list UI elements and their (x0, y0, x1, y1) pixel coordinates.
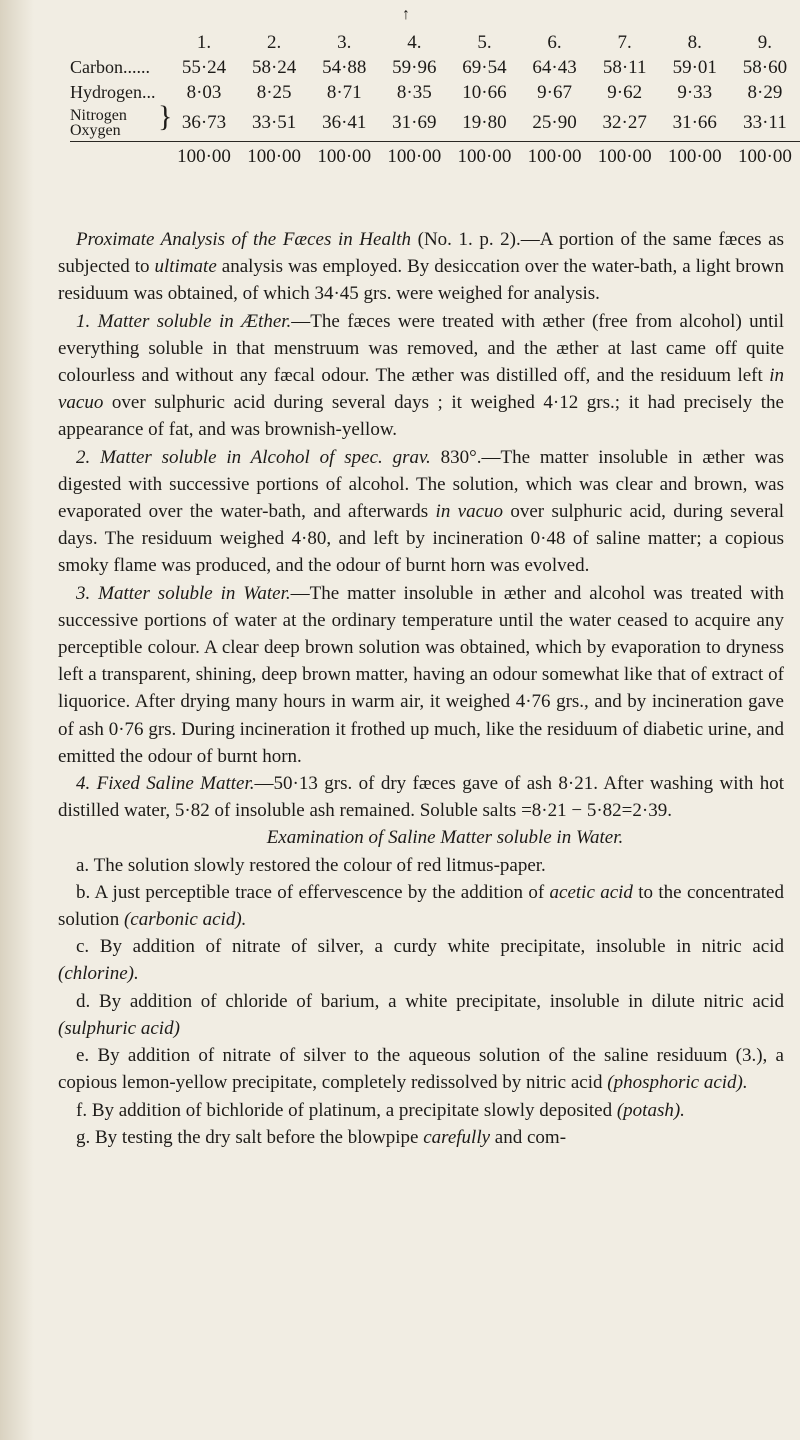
paragraph-heading: 2. Matter soluble in Alcohol of spec. grav. (76, 446, 431, 468)
table-row-nitrogen-oxygen (70, 105, 800, 142)
table-cell: 8·29 (747, 81, 783, 103)
table-cell: 58·60 (742, 56, 788, 78)
table-cell: 69·54 (462, 56, 507, 78)
table-cell: 33·51 (251, 112, 297, 133)
paragraph-heading: 1. Matter soluble in Æther. (76, 310, 292, 332)
item-b: b. A just perceptible trace of effervescence by the addition of acetic acid to the concentrated solution (carbonic acid). (58, 881, 784, 931)
table-cell: 10·66 (462, 81, 507, 103)
section-heading: Proximate Analysis of the Fæces in Health (76, 229, 412, 250)
table-cell: 100·00 (520, 142, 590, 173)
table-cell: 31·66 (672, 112, 717, 133)
row-label (70, 142, 169, 173)
column-header: 6. (547, 31, 562, 53)
paragraph-2: 2. Matter soluble in Alcohol of spec. grav. 830°.—The matter insoluble in æther was digested with successive portions of alcohol. The solution, which was clear and brown, was evaporated over the water-bath, and afterwards in vacuo over sulphuric acid, during several days. The residuum weighed 4·80, and left by incineration 0·48 of saline matter; a copious smoky flame was produced, and the odour of burnt horn was evolved. (58, 446, 784, 577)
column-header: 7. (617, 31, 632, 53)
table-cell: 58·24 (251, 56, 297, 78)
row-label: Hydrogen... (70, 82, 156, 102)
table-cell: 100·00 (590, 142, 660, 173)
table-cell: 32·27 (602, 112, 647, 133)
column-header: 2. (266, 31, 282, 53)
table-cell: 58·11 (602, 56, 647, 78)
column-header: 3. (337, 31, 352, 53)
column-header: 9. (757, 31, 773, 53)
table-cell: 8·03 (186, 81, 222, 103)
item-d: d. By addition of chloride of barium, a white precipitate, insoluble in dilute nitric acid (sulphuric acid) (58, 990, 784, 1039)
intro-paragraph: Proximate Analysis of the Fæces in Health (No. 1. p. 2).—A portion of the same fæces as subjected to ultimate analysis was employed. By desiccation over the water-bath, a light brown residuum was obtained, of which 34·45 grs. were weighed for analysis. (58, 229, 785, 305)
page-mark: ↑ (402, 6, 410, 23)
item-c: c. By addition of nitrate of silver, a curdy white precipitate, insoluble in nitric acid (chlorine). (58, 936, 784, 985)
table-cell: 9·67 (537, 81, 572, 103)
table-cell: 25·90 (532, 112, 577, 133)
table-cell: 100·00 (730, 142, 800, 173)
row-label: Nitrogen Oxygen } (70, 100, 173, 139)
page-edge-shadow (0, 0, 34, 1440)
table-cell: 55·24 (181, 56, 227, 78)
column-header: 5. (477, 31, 492, 53)
table-cell: 100·00 (660, 142, 730, 173)
table-cell: 19·80 (462, 112, 507, 133)
table-cell: 59·96 (392, 56, 437, 78)
table-cell: 8·25 (256, 81, 292, 103)
table-cell: 59·01 (672, 56, 717, 78)
table-cell: 36·73 (181, 112, 227, 133)
column-header: 1. (196, 31, 212, 53)
body-text (58, 226, 784, 1151)
table-cell: 33·11 (743, 112, 787, 133)
table-cell: 9·33 (677, 81, 713, 103)
column-header: 4. (407, 31, 422, 53)
examination-heading: Examination of Saline Matter soluble in Water. (266, 827, 624, 849)
table-header-row (70, 30, 800, 55)
paragraph-4: 4. Fixed Saline Matter.—50·13 grs. of dry fæces gave of ash 8·21. After washing with hot distilled water, 5·82 of insoluble ash remained. Soluble salts =8·21 − 5·82=2·39. (58, 773, 784, 822)
table-cell: 100·00 (169, 142, 239, 173)
column-header: 8. (687, 31, 702, 53)
item-a: a. The solution slowly restored the colour of red litmus-paper. (76, 854, 546, 876)
table-cell: 100·00 (379, 142, 449, 173)
table-cell: 9·62 (607, 81, 643, 103)
paragraph-1: 1. Matter soluble in Æther.—The fæces were treated with æther (free from alcohol) until everything soluble in that menstruum was removed, and the æther at last came off quite colourless and without any fæcal odour. The æther was distilled off, and the residuum left in vacuo over sulphuric acid during several days ; it weighed 4·12 grs.; it had precisely the appearance of fat, and was brownish-yellow. (58, 310, 784, 441)
table-cell: 100·00 (239, 142, 309, 173)
ultimate-analysis-table (70, 30, 800, 172)
paragraph-heading: 4. Fixed Saline Matter. (76, 773, 255, 795)
item-f: f. By addition of bichloride of platinum, a precipitate slowly deposited (potash). (76, 1099, 685, 1121)
table-cell: 64·43 (532, 56, 577, 78)
brace-glyph: } (158, 100, 173, 133)
table-cell: 54·88 (322, 56, 367, 78)
paragraph-3: 3. Matter soluble in Water.—The matter insoluble in æther and alcohol was treated with successive portions of water at the ordinary temperature until the water ceased to acquire any perceptible colour. A clear deep brown solution was obtained, which by evaporation to dryness left a transparent, shining, deep brown matter, having an odour somewhat like that of extract of liquorice. After drying many hours in warm air, it weighed 4·76 grs., and by incineration gave of ash 0·76 grs. During incineration it frothed up much, like the residuum of diabetic urine, and emitted the odour of burnt horn. (58, 582, 784, 767)
item-e: e. By addition of nitrate of silver to the aqueous solution of the saline residuum (3.), a copious lemon-yellow precipitate, completely redissolved by nitric acid (phosphoric acid). (58, 1045, 784, 1094)
table-cell: 31·69 (392, 112, 437, 133)
table-row-total (70, 142, 800, 173)
table-cell: 8·71 (326, 81, 362, 103)
table-row-hydrogen (70, 80, 800, 105)
table-cell: 36·41 (322, 112, 367, 133)
table-cell: 100·00 (309, 142, 379, 173)
row-label: Carbon...... (70, 57, 150, 77)
table-cell: 8·35 (396, 81, 432, 103)
item-g: g. By testing the dry salt before the blowpipe carefully and com- (76, 1126, 567, 1148)
table-cell: 100·00 (449, 142, 519, 173)
table-row-carbon (70, 55, 800, 80)
paragraph-heading: 3. Matter soluble in Water. (76, 582, 291, 604)
